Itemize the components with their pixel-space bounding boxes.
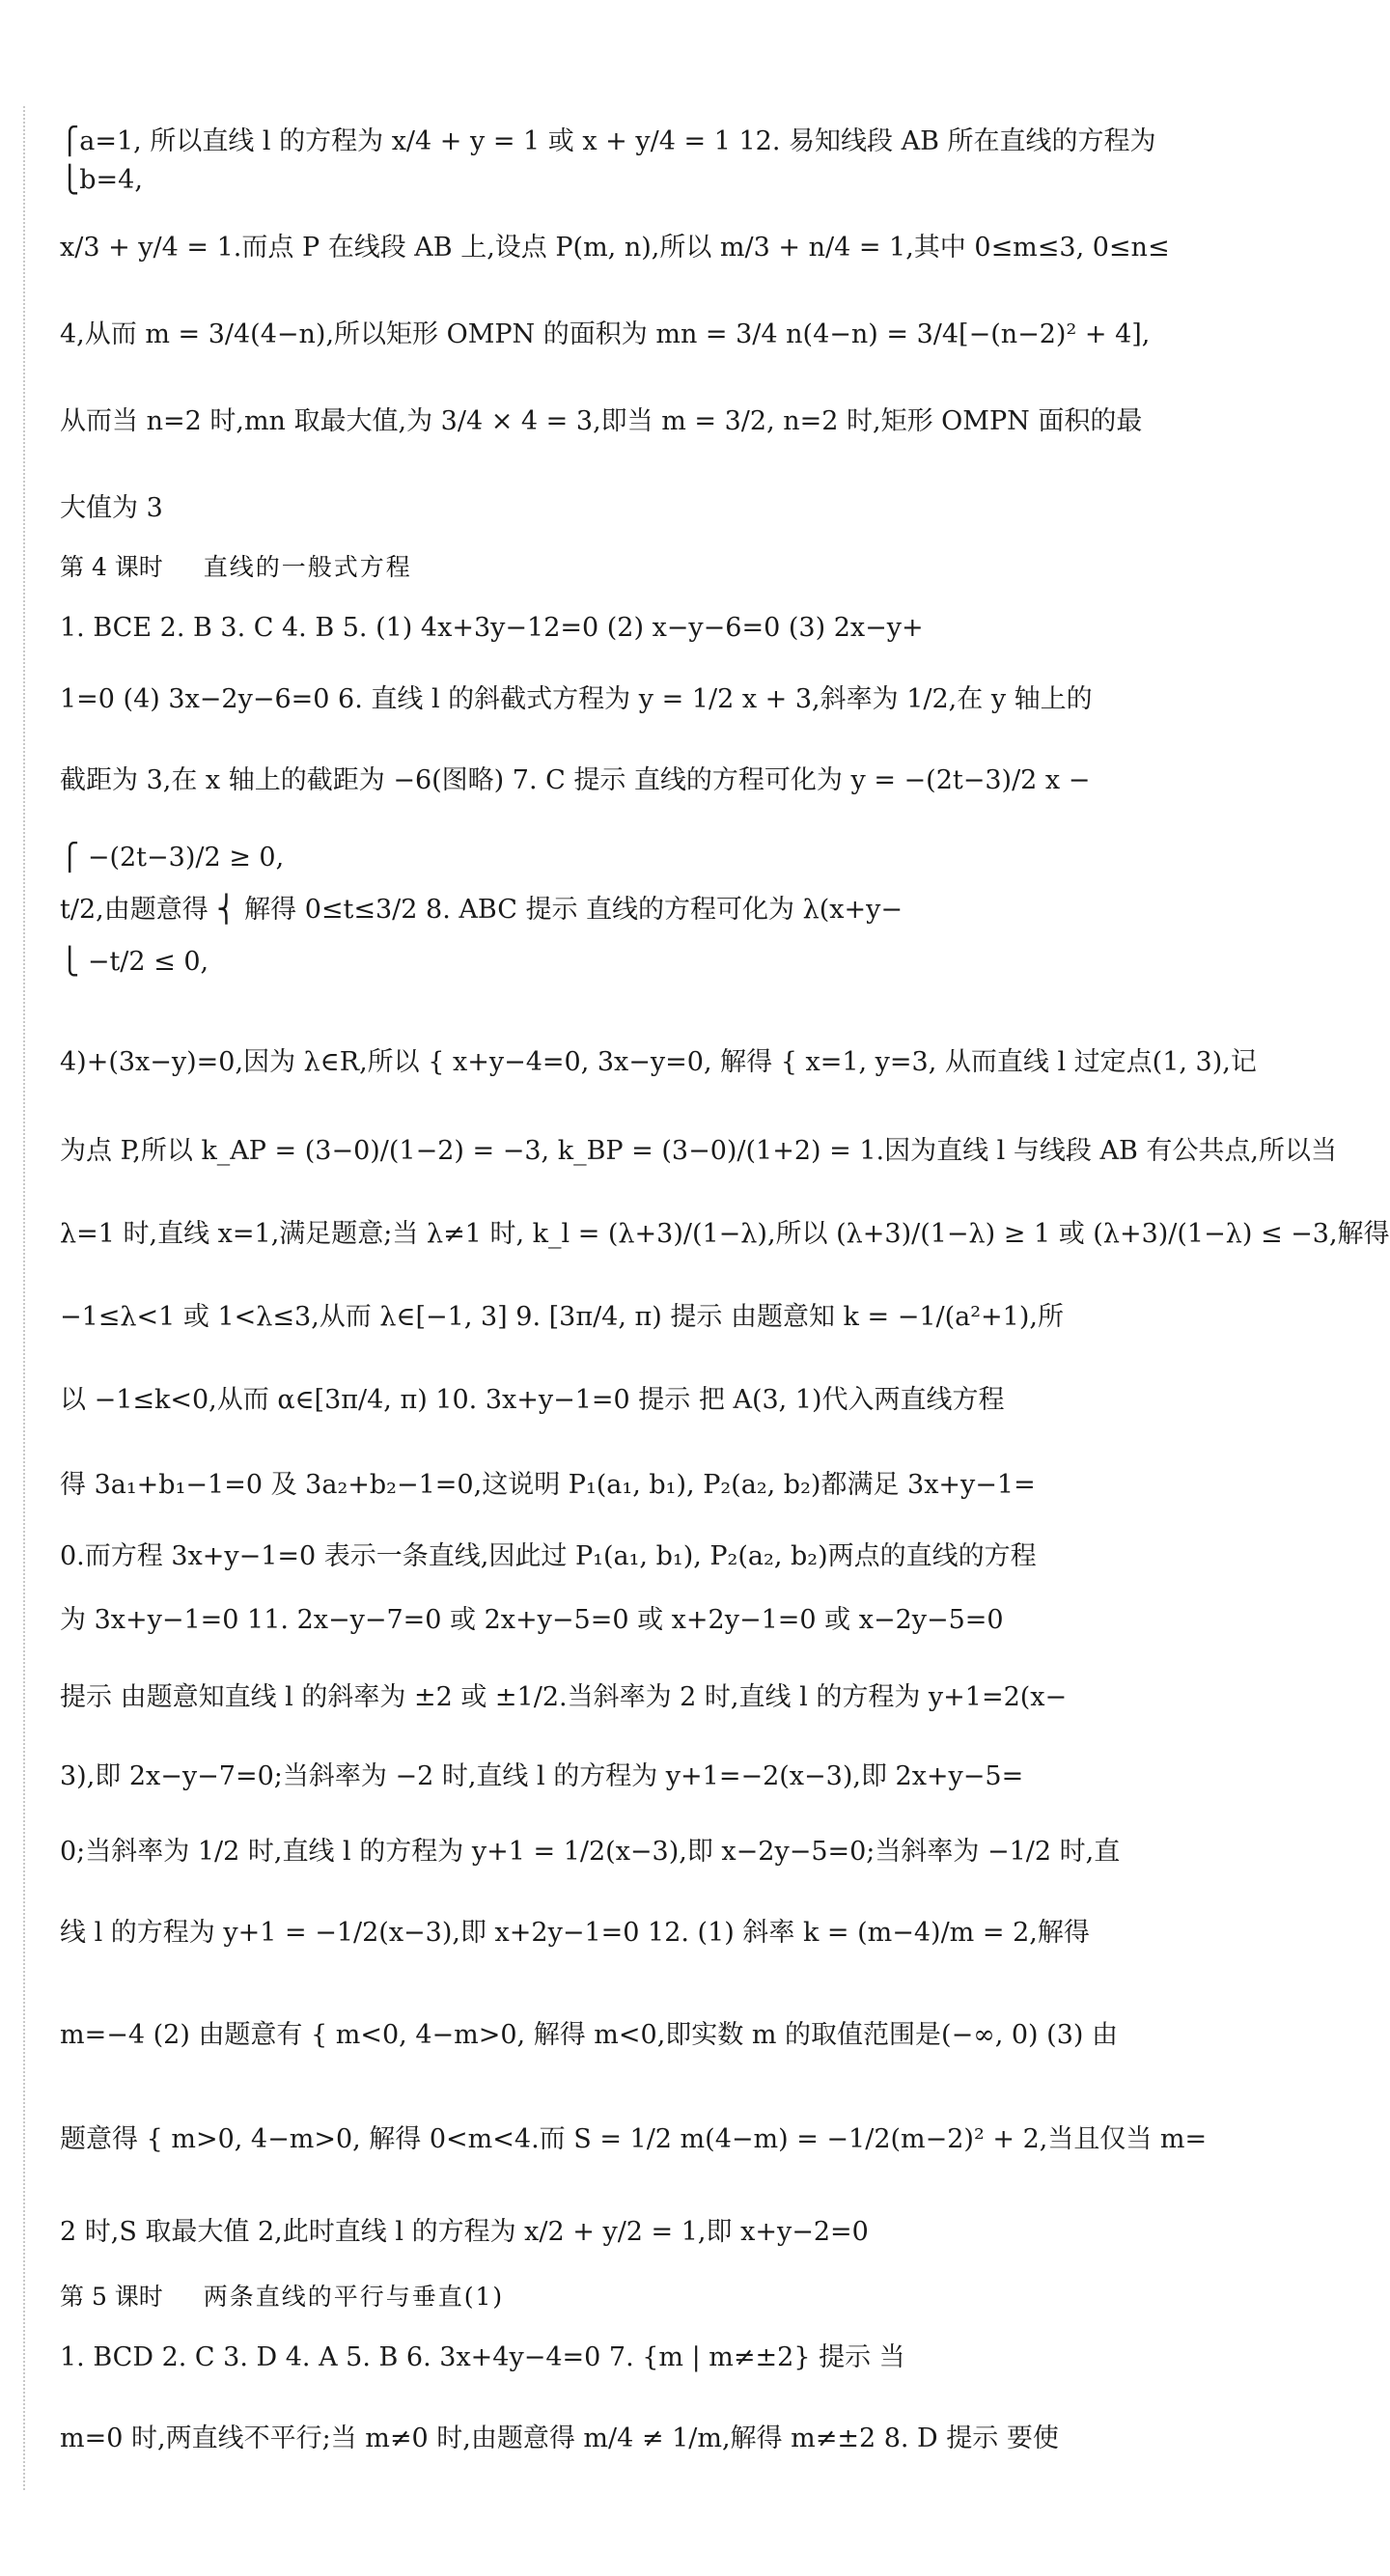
text-line: 1. BCD 2. C 3. D 4. A 5. B 6. 3x+4y−4=0 7. {m | m≠±2} 提示 当 <box>60 2342 905 2372</box>
text-line: ⎧a=1, 所以直线 l 的方程为 x/4 + y = 1 或 x + y/4 = 1 12. 易知线段 AB 所在直线的方程为 <box>60 126 1156 156</box>
text-line: 为点 P,所以 k_AP = (3−0)/(1−2) = −3, k_BP = (3−0)/(1+2) = 1.因为直线 l 与线段 AB 有公共点,所以当 <box>60 1136 1337 1166</box>
text-line: 提示 由题意知直线 l 的斜率为 ±2 或 ±1/2.当斜率为 2 时,直线 l 的方程为 y+1=2(x− <box>60 1682 1068 1712</box>
text-line: 为 3x+y−1=0 11. 2x−y−7=0 或 2x+y−5=0 或 x+2y−1=0 或 x−2y−5=0 <box>60 1605 1004 1635</box>
text-line: 从而当 n=2 时,mn 取最大值,为 3/4 × 4 = 3,即当 m = 3/2, n=2 时,矩形 OMPN 面积的最 <box>60 406 1143 436</box>
text-line: 得 3a₁+b₁−1=0 及 3a₂+b₂−1=0,这说明 P₁(a₁, b₁), P₂(a₂, b₂)都满足 3x+y−1= <box>60 1470 1036 1500</box>
text-line: λ=1 时,直线 x=1,满足题意;当 λ≠1 时, k_l = (λ+3)/(1−λ),所以 (λ+3)/(1−λ) ≥ 1 或 (λ+3)/(1−λ) ≤ −3,解得 <box>60 1219 1390 1249</box>
text-line: 3),即 2x−y−7=0;当斜率为 −2 时,直线 l 的方程为 y+1=−2(x−3),即 2x+y−5= <box>60 1761 1024 1791</box>
text-line: 1=0 (4) 3x−2y−6=0 6. 直线 l 的斜截式方程为 y = 1/2 x + 3,斜率为 1/2,在 y 轴上的 <box>60 684 1093 714</box>
text-line: 0;当斜率为 1/2 时,直线 l 的方程为 y+1 = 1/2(x−3),即 x−2y−5=0;当斜率为 −1/2 时,直 <box>60 1837 1121 1867</box>
text-line: 2 时,S 取最大值 2,此时直线 l 的方程为 x/2 + y/2 = 1,即 x+y−2=0 <box>60 2217 869 2247</box>
text-line: ⎩ −t/2 ≤ 0, <box>60 947 209 977</box>
text-line: 大值为 3 <box>60 493 163 523</box>
text-line: 1. BCE 2. B 3. C 4. B 5. (1) 4x+3y−12=0 (2) x−y−6=0 (3) 2x−y+ <box>60 613 924 643</box>
text-line: 以 −1≤k<0,从而 α∈[3π/4, π) 10. 3x+y−1=0 提示 把 A(3, 1)代入两直线方程 <box>60 1385 1005 1415</box>
section-title: 直线的一般式方程 <box>203 553 412 581</box>
text-line: t/2,由题意得 ⎨ 解得 0≤t≤3/2 8. ABC 提示 直线的方程可化为 λ(x+y− <box>60 895 903 925</box>
section-heading-5 <box>60 2282 504 2313</box>
text-line: 4,从而 m = 3/4(4−n),所以矩形 OMPN 的面积为 mn = 3/4 n(4−n) = 3/4[−(n−2)² + 4], <box>60 319 1151 349</box>
section-heading-4 <box>60 552 412 583</box>
section-label: 第 5 课时 <box>60 2283 163 2311</box>
text-line: 题意得 { m>0, 4−m>0, 解得 0<m<4.而 S = 1/2 m(4−m) = −1/2(m−2)² + 2,当且仅当 m= <box>60 2124 1208 2154</box>
text-line: 截距为 3,在 x 轴上的截距为 −6(图略) 7. C 提示 直线的方程可化为 y = −(2t−3)/2 x − <box>60 765 1091 795</box>
text-line: 0.而方程 3x+y−1=0 表示一条直线,因此过 P₁(a₁, b₁), P₂(a₂, b₂)两点的直线的方程 <box>60 1541 1037 1571</box>
text-line: m=0 时,两直线不平行;当 m≠0 时,由题意得 m/4 ≠ 1/m,解得 m≠±2 8. D 提示 要使 <box>60 2424 1059 2453</box>
text-line: x/3 + y/4 = 1.而点 P 在线段 AB 上,设点 P(m, n),所以 m/3 + n/4 = 1,其中 0≤m≤3, 0≤n≤ <box>60 233 1170 263</box>
section-label: 第 4 课时 <box>60 553 163 581</box>
section-title: 两条直线的平行与垂直(1) <box>203 2283 505 2311</box>
text-line: 线 l 的方程为 y+1 = −1/2(x−3),即 x+2y−1=0 12. (1) 斜率 k = (m−4)/m = 2,解得 <box>60 1918 1090 1948</box>
text-line: −1≤λ<1 或 1<λ≤3,从而 λ∈[−1, 3] 9. [3π/4, π) 提示 由题意知 k = −1/(a²+1),所 <box>60 1302 1064 1332</box>
text-line: 4)+(3x−y)=0,因为 λ∈R,所以 { x+y−4=0, 3x−y=0, 解得 { x=1, y=3, 从而直线 l 过定点(1, 3),记 <box>60 1047 1257 1077</box>
text-line: ⎧ −(2t−3)/2 ≥ 0, <box>60 843 285 873</box>
margin-dotted-rule <box>23 106 26 2490</box>
text-line: ⎩b=4, <box>60 165 143 195</box>
text-line: m=−4 (2) 由题意有 { m<0, 4−m>0, 解得 m<0,即实数 m 的取值范围是(−∞, 0) (3) 由 <box>60 2020 1118 2050</box>
